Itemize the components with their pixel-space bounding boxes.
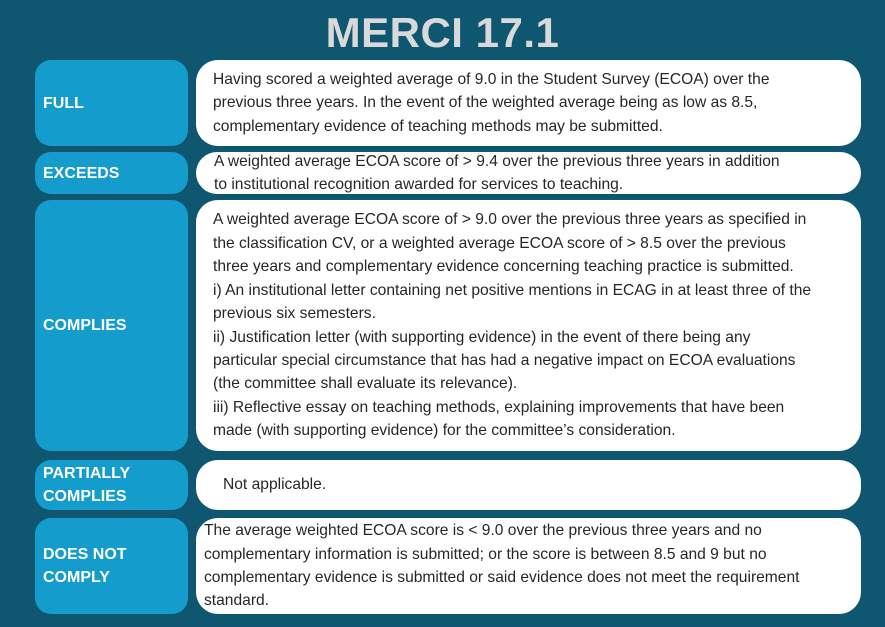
description-line: The average weighted ECOA score is < 9.0 over the previous three years and no (204, 522, 762, 540)
description-line: particular special circumstance that has had a negative impact on ECOA evaluations (213, 351, 796, 369)
criteria-description-complies (196, 200, 861, 451)
description-line: A weighted average ECOA score of > 9.0 over the previous three years as specified in (213, 211, 807, 229)
criteria-row-complies (35, 200, 861, 451)
description-line: to institutional recognition awarded for services to teaching. (214, 176, 624, 193)
criteria-description-does-not-comply (196, 518, 861, 614)
criteria-label-exceeds (35, 152, 188, 194)
description-line: Not applicable. (223, 476, 327, 494)
label-line: EXCEEDS (43, 164, 120, 182)
criteria-label-partially-complies (35, 460, 188, 510)
description-line: made (with supporting evidence) for the committee’s consideration. (213, 422, 676, 440)
description-line: iii) Reflective essay on teaching methods, explaining improvements that have been (213, 398, 785, 416)
description-line: three years and complementary evidence concerning teaching practice is submitted. (213, 258, 794, 276)
description-line: complementary evidence is submitted or said evidence does not meet the requirement (204, 569, 800, 586)
description-line: A weighted average ECOA score of > 9.4 over the previous three years in addition (214, 152, 780, 170)
label-line: PARTIALLY (43, 465, 130, 482)
criteria-label-does-not-comply (35, 518, 188, 614)
description-line: complementary evidence of teaching methods may be submitted. (213, 117, 663, 135)
label-line: DOES NOT (43, 546, 127, 563)
description-line: ii) Justification letter (with supporting evidence) in the event of there being any (213, 328, 751, 346)
criteria-description-partially-complies (196, 460, 861, 510)
criteria-description-exceeds (196, 152, 861, 194)
description-line: the classification CV, or a weighted average ECOA score of > 8.5 over the previous (213, 234, 786, 252)
criteria-label-full (35, 60, 188, 146)
description-line: Having scored a weighted average of 9.0 in the Student Survey (ECOA) over the (213, 70, 770, 88)
description-line: complementary information is submitted; or the score is between 8.5 and 9 but no (204, 545, 767, 563)
criteria-label-complies (35, 200, 188, 451)
slide-title: MERCI 17.1 (325, 9, 560, 56)
criteria-row-does-not-comply (35, 518, 861, 614)
description-line: (the committee shall evaluate its relevance). (213, 375, 518, 393)
criteria-row-exceeds (35, 152, 861, 194)
description-line: previous three years. In the event of the weighted average being as low as 8.5, (213, 94, 758, 112)
label-line: COMPLIES (43, 488, 127, 505)
criteria-description-full (196, 60, 861, 146)
description-line: i) An institutional letter containing net positive mentions in ECAG in at least three of the (213, 281, 812, 299)
description-line: previous six semesters. (213, 305, 376, 323)
label-line: COMPLY (43, 569, 110, 586)
description-line: standard. (204, 592, 270, 610)
label-line: COMPLIES (43, 317, 127, 334)
label-line: FULL (43, 94, 84, 112)
criteria-row-partially-complies (35, 460, 861, 510)
criteria-row-full (35, 60, 861, 146)
